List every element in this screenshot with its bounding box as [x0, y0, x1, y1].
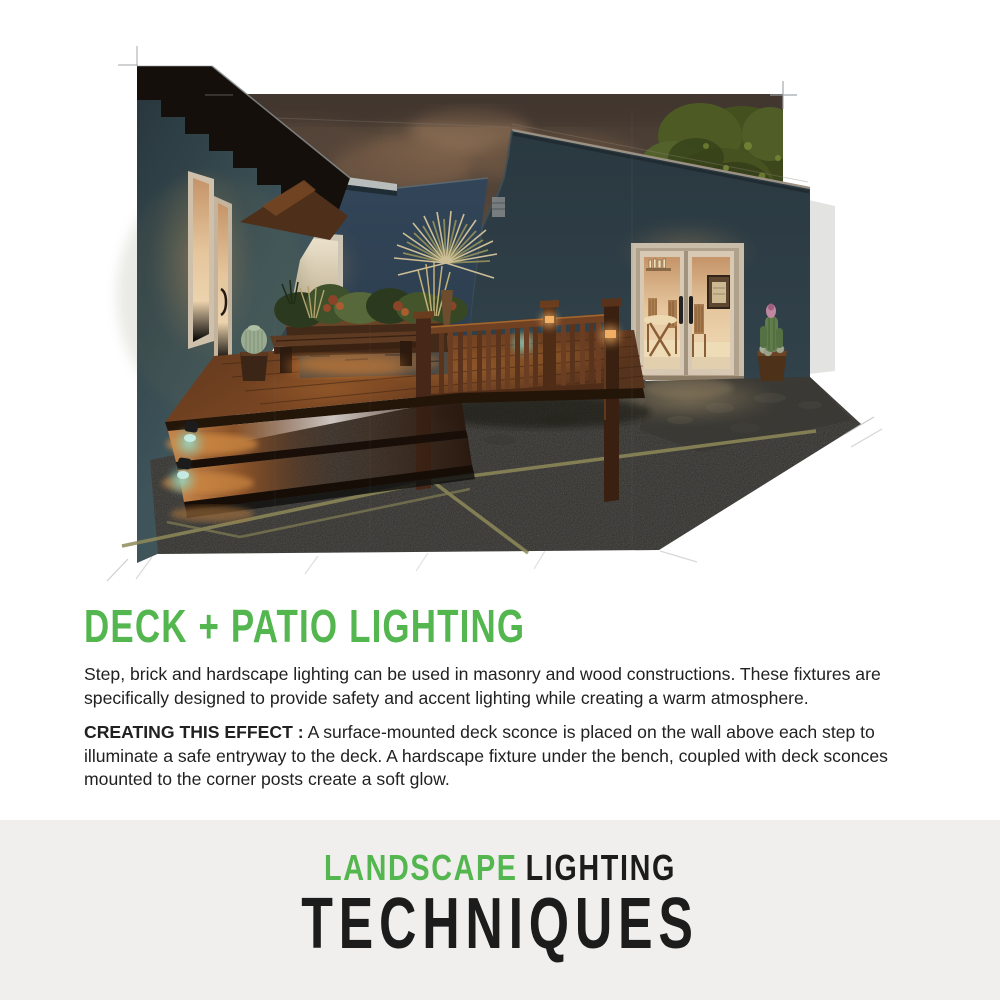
sconce-fixture [177, 457, 191, 470]
article-section [84, 600, 932, 803]
effect-paragraph [84, 721, 932, 792]
brand-word-lighting: LIGHTING [525, 847, 676, 888]
step-light-pool [170, 506, 254, 522]
sconce-glow [166, 464, 198, 496]
door-kick-right [692, 357, 730, 369]
barrel-cactus [240, 325, 268, 381]
wall-vent [492, 197, 505, 217]
sconce-fixture [184, 420, 198, 433]
wall-art [708, 276, 730, 308]
lit-window [150, 167, 254, 357]
intro-paragraph: Step, brick and hardscape lighting can be used in masonry and wood constructions. These fixtures are specifically designed to provide safety and accent lighting while creating a warm atmosphere. [84, 664, 881, 708]
page-title: DECK + PATIO LIGHTING [84, 600, 526, 652]
footer-title: TECHNIQUES [301, 884, 699, 964]
effect-label: CREATING THIS EFFECT : [84, 722, 304, 742]
door-handle-left [679, 296, 683, 324]
brand-line [100, 847, 900, 888]
door-center-stile [684, 251, 688, 375]
interior-shelf [646, 268, 671, 271]
effect-text: A surface-mounted deck sconce is placed on the wall above each step to illuminate a safe entryway to the deck. A hardscape fixture under the bench, coupled with deck sconces mounted to the corner posts create a soft glow. [84, 722, 888, 789]
footer-banner [0, 820, 1000, 1000]
door-handle-right [689, 296, 693, 324]
brand-word-landscape: LANDSCAPE [324, 847, 518, 888]
under-bench-light [285, 355, 405, 377]
door-kick-left [644, 357, 680, 369]
